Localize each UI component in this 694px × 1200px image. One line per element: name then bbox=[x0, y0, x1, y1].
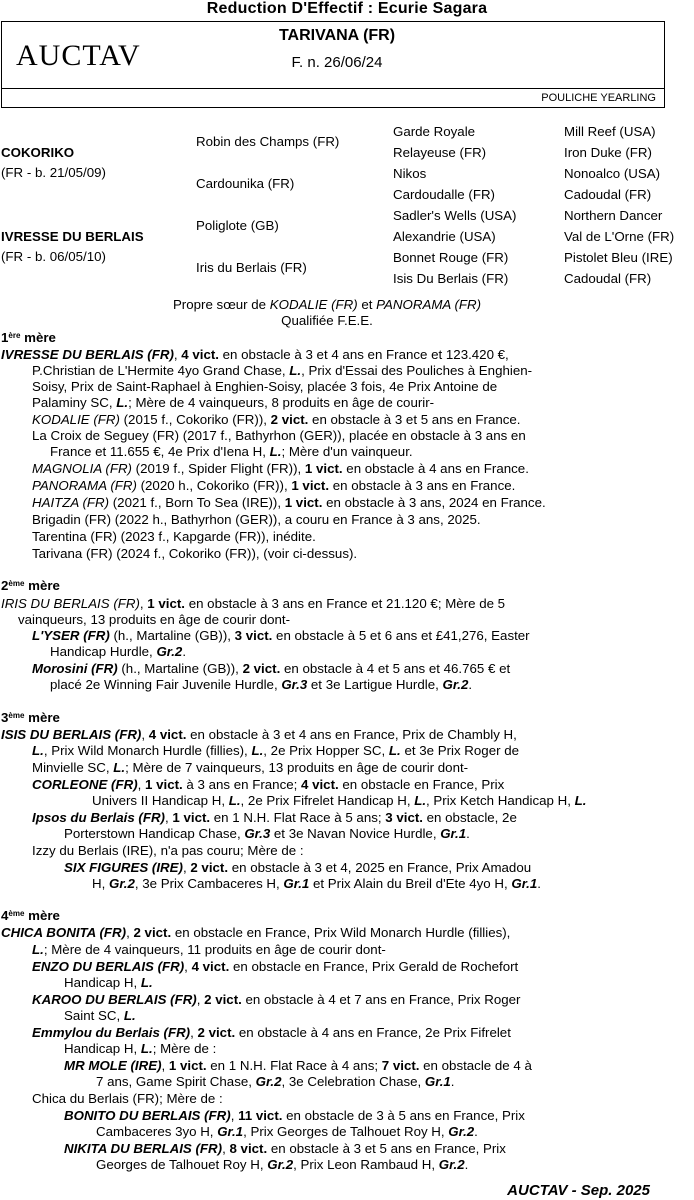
dam-entry: IVRESSE DU BERLAIS (FR), 4 vict. en obstacle à 3 et 4 ans en France et 123.420 €, bbox=[1, 347, 509, 362]
gen4-item: Mill Reef (USA) bbox=[564, 124, 656, 139]
gen2-item: Poliglote (GB) bbox=[196, 218, 279, 233]
gen3-item: Relayeuse (FR) bbox=[393, 145, 487, 160]
auctav-logo: AUCTAV bbox=[16, 39, 141, 72]
produce-item: Tarentina (FR) (2023 f., Kapgarde (FR)), inédite. bbox=[32, 529, 316, 544]
dam-entry-line: Minvielle SC, L.; Mère de 7 vainqueurs, 13 produits en âge de courir dont- bbox=[32, 760, 469, 775]
produce-item-line: France et 11.655 €, 4e Prix d'Iena H, L.; Mère d'un vainqueur. bbox=[50, 444, 413, 459]
gen3-item: Sadler's Wells (USA) bbox=[393, 208, 517, 223]
produce-item: L'YSER (FR) (h., Martaline (GB)), 3 vict. en obstacle à 5 et 6 ans et £41,276, Easter bbox=[32, 628, 530, 643]
produce-item: ENZO DU BERLAIS (FR), 4 vict. en obstacle en France, Prix Gerald de Rochefort bbox=[32, 959, 519, 974]
produce-item: SIX FIGURES (IRE), 2 vict. en obstacle à 3 et 4, 2025 en France, Prix Amadou bbox=[64, 860, 532, 875]
produce-item: La Croix de Seguey (FR) (2017 f., Bathyrhon (GER)), placée en obstacle à 3 ans en bbox=[32, 428, 526, 443]
produce-item-line: H, Gr.2, 3e Prix Cambaceres H, Gr.1 et Prix Alain du Breil d'Ete 4yo H, Gr.1. bbox=[92, 876, 541, 891]
header-divider bbox=[2, 88, 664, 89]
gen4-item: Cadoudal (FR) bbox=[564, 187, 652, 202]
section-heading-4: 4ème mère bbox=[1, 908, 60, 923]
dam-entry-line: vainqueurs, 13 produits en âge de courir dont- bbox=[18, 612, 291, 627]
sibling-note: Propre sœur de KODALIE (FR) et PANORAMA (FR) bbox=[172, 297, 482, 312]
dam-entry-line: L., Prix Wild Monarch Hurdle (fillies), L., 2e Prix Hopper SC, L. et 3e Prix Roger de bbox=[32, 743, 520, 758]
produce-item: Chica du Berlais (FR); Mère de : bbox=[32, 1091, 223, 1106]
produce-item: CORLEONE (FR), 1 vict. à 3 ans en France; 4 vict. en obstacle en France, Prix bbox=[32, 777, 505, 792]
gen4-item: Iron Duke (FR) bbox=[564, 145, 652, 160]
gen4-item: Cadoudal (FR) bbox=[564, 271, 652, 286]
gen4-item: Pistolet Bleu (IRE) bbox=[564, 250, 673, 265]
gen2-item: Iris du Berlais (FR) bbox=[196, 260, 307, 275]
produce-item: MR MOLE (IRE), 1 vict. en 1 N.H. Flat Race à 4 ans; 7 vict. en obstacle de 4 à bbox=[64, 1058, 532, 1073]
gen3-item: Isis Du Berlais (FR) bbox=[393, 271, 509, 286]
horse-name: TARIVANA (FR) bbox=[278, 27, 396, 44]
qualification-note: Qualifiée F.E.E. bbox=[281, 313, 373, 328]
produce-item-line: Handicap Hurdle, Gr.2. bbox=[50, 644, 187, 659]
footer-label: AUCTAV - Sep. 2025 bbox=[507, 1182, 650, 1199]
dam-name: IVRESSE DU BERLAIS bbox=[1, 229, 144, 244]
dam-entry-line: Palaminy SC, L.; Mère de 4 vainqueurs, 8 produits en âge de courir- bbox=[32, 395, 435, 410]
gen2-item: Robin des Champs (FR) bbox=[196, 134, 340, 149]
section-heading-3: 3ème mère bbox=[1, 710, 60, 725]
produce-item: HAITZA (FR) (2021 f., Born To Sea (IRE)), 1 vict. en obstacle à 3 ans, 2024 en France. bbox=[32, 495, 546, 510]
produce-item: KAROO DU BERLAIS (FR), 2 vict. en obstacle à 4 et 7 ans en France, Prix Roger bbox=[32, 992, 521, 1007]
section-heading-2: 2ème mère bbox=[1, 578, 60, 593]
produce-item-line: Cambaceres 3yo H, Gr.1, Prix Georges de Talhouet Roy H, Gr.2. bbox=[96, 1124, 478, 1139]
page-title: Reduction D'Effectif : Ecurie Sagara bbox=[206, 0, 488, 17]
gen4-item: Northern Dancer bbox=[564, 208, 663, 223]
produce-item: NIKITA DU BERLAIS (FR), 8 vict. en obstacle à 3 et 5 ans en France, Prix bbox=[64, 1141, 506, 1156]
gen3-item: Bonnet Rouge (FR) bbox=[393, 250, 509, 265]
produce-item: Morosini (FR) (h., Martaline (GB)), 2 vict. en obstacle à 4 et 5 ans et 46.765 € et bbox=[32, 661, 511, 676]
produce-item-line: Univers II Handicap H, L., 2e Prix Fifrelet Handicap H, L., Prix Ketch Handicap H, L. bbox=[92, 793, 587, 808]
dam-entry: CHICA BONITA (FR), 2 vict. en obstacle en France, Prix Wild Monarch Hurdle (fillies), bbox=[1, 925, 511, 940]
header-box bbox=[1, 21, 665, 108]
sire-info: (FR - b. 21/05/09) bbox=[1, 165, 106, 180]
horse-birth: F. n. 26/06/24 bbox=[291, 54, 383, 71]
produce-item: Izzy du Berlais (IRE), n'a pas couru; Mère de : bbox=[32, 843, 304, 858]
produce-item-line: Porterstown Handicap Chase, Gr.3 et 3e Navan Novice Hurdle, Gr.1. bbox=[64, 826, 470, 841]
produce-item: MAGNOLIA (FR) (2019 f., Spider Flight (FR)), 1 vict. en obstacle à 4 ans en France. bbox=[32, 461, 529, 476]
sire-name: COKORIKO bbox=[1, 145, 75, 160]
produce-item-line: Handicap H, L. bbox=[64, 975, 153, 990]
dam-info: (FR - b. 06/05/10) bbox=[1, 249, 106, 264]
gen3-item: Nikos bbox=[393, 166, 427, 181]
gen3-item: Cardoudalle (FR) bbox=[393, 187, 495, 202]
produce-item: Tarivana (FR) (2024 f., Cokoriko (FR)), (voir ci-dessus). bbox=[32, 546, 358, 561]
produce-item-line: 7 ans, Game Spirit Chase, Gr.2, 3e Celebration Chase, Gr.1. bbox=[96, 1074, 455, 1089]
produce-item: Ipsos du Berlais (FR), 1 vict. en 1 N.H. Flat Race à 5 ans; 3 vict. en obstacle, 2e bbox=[32, 810, 517, 825]
produce-item-line: Georges de Talhouet Roy H, Gr.2, Prix Leon Rambaud H, Gr.2. bbox=[96, 1157, 469, 1172]
gen3-item: Garde Royale bbox=[393, 124, 476, 139]
category-label: POULICHE YEARLING bbox=[541, 92, 656, 104]
produce-item: PANORAMA (FR) (2020 h., Cokoriko (FR)), 1 vict. en obstacle à 3 ans en France. bbox=[32, 478, 516, 493]
dam-entry-line: L.; Mère de 4 vainqueurs, 11 produits en âge de courir dont- bbox=[32, 942, 386, 957]
produce-item-line: Saint SC, L. bbox=[64, 1008, 136, 1023]
produce-item: BONITO DU BERLAIS (FR), 11 vict. en obstacle de 3 à 5 ans en France, Prix bbox=[64, 1108, 525, 1123]
gen3-item: Alexandrie (USA) bbox=[393, 229, 496, 244]
produce-item-line: Handicap H, L.; Mère de : bbox=[64, 1041, 217, 1056]
dam-entry: IRIS DU BERLAIS (FR), 1 vict. en obstacle à 3 ans en France et 21.120 €; Mère de 5 bbox=[1, 596, 506, 611]
gen4-item: Nonoalco (USA) bbox=[564, 166, 661, 181]
section-heading-1: 1ère mère bbox=[1, 330, 56, 345]
produce-item: Brigadin (FR) (2022 h., Bathyrhon (GER)), a couru en France à 3 ans, 2025. bbox=[32, 512, 481, 527]
dam-entry-line: P.Christian de L'Hermite 4yo Grand Chase, L., Prix d'Essai des Pouliches à Enghien- bbox=[32, 363, 533, 378]
gen2-item: Cardounika (FR) bbox=[196, 176, 295, 191]
produce-item: Emmylou du Berlais (FR), 2 vict. en obstacle à 4 ans en France, 2e Prix Fifrelet bbox=[32, 1025, 511, 1040]
gen4-item: Val de L'Orne (FR) bbox=[564, 229, 675, 244]
produce-item: KODALIE (FR) (2015 f., Cokoriko (FR)), 2 vict. en obstacle à 3 et 5 ans en France. bbox=[32, 412, 521, 427]
dam-entry: ISIS DU BERLAIS (FR), 4 vict. en obstacle à 3 et 4 ans en France, Prix de Chambly H, bbox=[1, 727, 517, 742]
produce-item-line: placé 2e Winning Fair Juvenile Hurdle, Gr.3 et 3e Lartigue Hurdle, Gr.2. bbox=[50, 677, 473, 692]
dam-entry-line: Soisy, Prix de Saint-Raphael à Enghien-Soisy, placée 3 fois, 4e Prix Antoine de bbox=[32, 379, 498, 394]
